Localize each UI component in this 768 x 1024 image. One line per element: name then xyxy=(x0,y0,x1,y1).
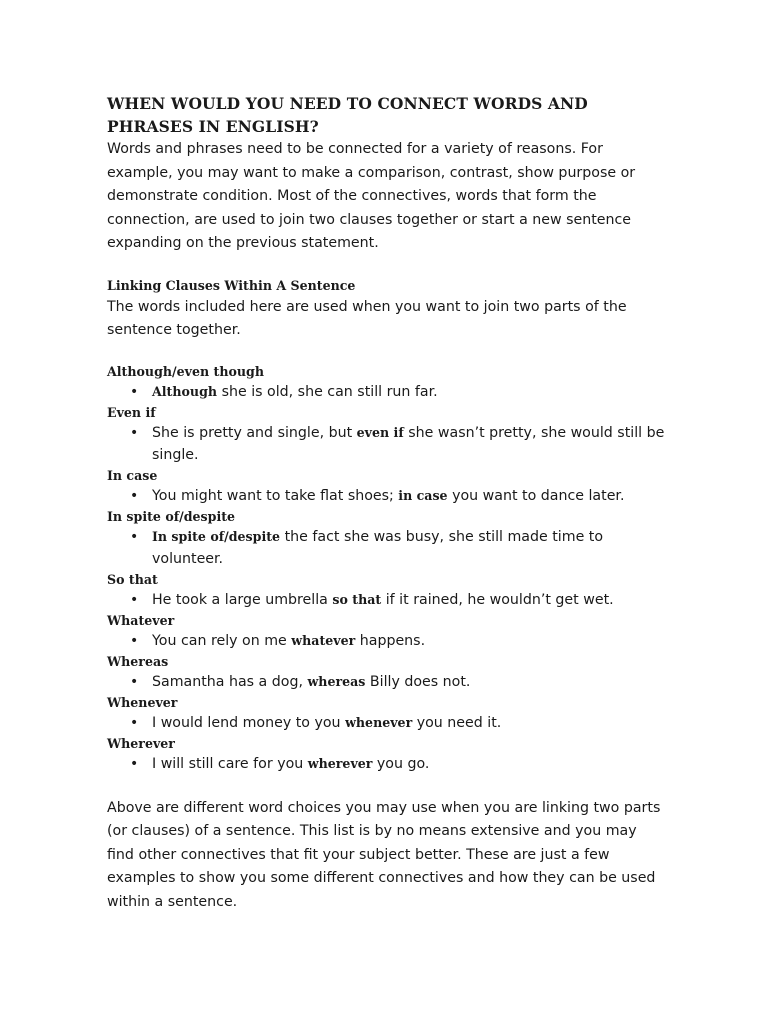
example-list xyxy=(107,753,667,775)
bullet-icon: • xyxy=(130,487,139,504)
connective-term: Although/even though xyxy=(107,363,265,379)
example-text-after: you need it. xyxy=(412,714,502,731)
example-keyword: whenever xyxy=(345,714,413,730)
bullet-icon: • xyxy=(130,383,139,400)
example-text-before: I would lend money to you xyxy=(152,714,346,731)
example-keyword: wherever xyxy=(307,755,373,771)
example-text-after: she wasn’t pretty, she would still be single. xyxy=(152,424,665,463)
connective-term: In case xyxy=(107,467,158,483)
bullet-icon: • xyxy=(130,714,139,731)
connective-term: Whatever xyxy=(107,612,175,628)
example-list xyxy=(107,630,667,652)
example-list xyxy=(107,671,667,693)
example-text-after: Billy does not. xyxy=(365,673,471,690)
connective-entry xyxy=(107,507,667,570)
connective-term: Wherever xyxy=(107,735,175,751)
example-list xyxy=(107,526,667,570)
example-text-after: she is old, she can still run far. xyxy=(217,383,438,400)
bullet-icon: • xyxy=(130,673,139,690)
connective-entry xyxy=(107,652,667,693)
example-list xyxy=(107,712,667,734)
spacer xyxy=(107,256,667,276)
example-item xyxy=(130,671,667,693)
section-heading: Linking Clauses Within A Sentence xyxy=(107,277,356,293)
connective-term: Whenever xyxy=(107,694,178,710)
document-title: WHEN WOULD YOU NEED TO CONNECT WORDS AND PHRASES IN ENGLISH? xyxy=(107,94,588,136)
document-content xyxy=(107,92,667,914)
connective-entry xyxy=(107,611,667,652)
example-text-after: you want to dance later. xyxy=(447,487,625,504)
example-keyword: so that xyxy=(332,591,382,607)
example-text-after: you go. xyxy=(372,755,430,772)
example-keyword: whatever xyxy=(291,632,356,648)
example-item xyxy=(130,630,667,652)
connective-term: Even if xyxy=(107,404,156,420)
connective-entry xyxy=(107,466,667,507)
example-item xyxy=(130,381,667,403)
example-item xyxy=(130,589,667,611)
example-keyword: In spite of/despite xyxy=(152,528,281,544)
connective-term: In spite of/despite xyxy=(107,508,236,524)
connective-term: So that xyxy=(107,571,158,587)
example-item xyxy=(130,712,667,734)
example-text-before: I will still care for you xyxy=(152,755,308,772)
spacer xyxy=(107,343,667,362)
intro-paragraph: Words and phrases need to be connected for a variety of reasons. For example, you may want to make a comparison, contrast, show purpose or demonstrate condition. Most of the connectives, words that form the connection, are used to join two clauses together or start a new sentence expanding on the previous statement. xyxy=(107,141,636,251)
example-list xyxy=(107,381,667,403)
example-keyword: Although xyxy=(152,383,218,399)
example-text-before: You can rely on me xyxy=(152,632,292,649)
example-text-after: the fact she was busy, she still made time to volunteer. xyxy=(152,528,604,567)
connective-entries xyxy=(107,362,667,775)
connective-entry xyxy=(107,403,667,466)
example-item xyxy=(130,526,667,570)
example-item xyxy=(130,422,667,466)
bullet-icon: • xyxy=(130,591,139,608)
bullet-icon: • xyxy=(130,632,139,649)
example-list xyxy=(107,589,667,611)
example-text-before: Samantha has a dog, xyxy=(152,673,308,690)
section-intro-paragraph: The words included here are used when you want to join two parts of the sentence together. xyxy=(107,298,627,338)
connective-entry xyxy=(107,570,667,611)
example-keyword: whereas xyxy=(307,673,366,689)
example-text-after: if it rained, he wouldn’t get wet. xyxy=(381,591,614,608)
spacer xyxy=(107,775,667,797)
connective-entry xyxy=(107,362,667,403)
example-item xyxy=(130,485,667,507)
bullet-icon: • xyxy=(130,528,139,545)
example-item xyxy=(130,753,667,775)
example-list xyxy=(107,422,667,466)
bullet-icon: • xyxy=(130,424,139,441)
connective-term: Whereas xyxy=(107,653,169,669)
example-keyword: even if xyxy=(356,424,404,440)
connective-entry xyxy=(107,734,667,775)
example-text-before: You might want to take flat shoes; xyxy=(152,487,399,504)
example-text-after: happens. xyxy=(355,632,426,649)
bullet-icon: • xyxy=(130,755,139,772)
example-text-before: She is pretty and single, but xyxy=(152,424,357,441)
example-text-before: He took a large umbrella xyxy=(152,591,333,608)
example-list xyxy=(107,485,667,507)
example-keyword: in case xyxy=(398,487,448,503)
connective-entry xyxy=(107,693,667,734)
conclusion-paragraph: Above are different word choices you may use when you are linking two parts (or clauses) of a sentence. This list is by no means extensive and you may find other connectives that fit your subject better. These are just a few examples to show you some different connectives and how they can be used within a sentence. xyxy=(107,799,661,910)
